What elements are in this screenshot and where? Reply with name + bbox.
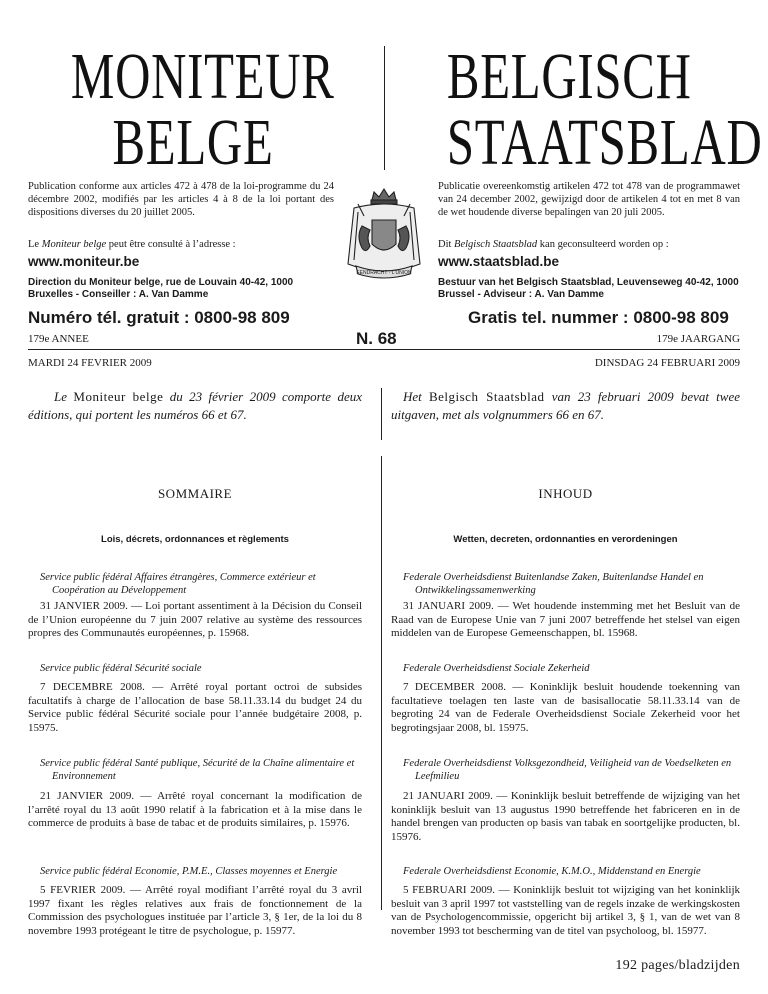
nl-entry[interactable]: 7 DECEMBER 2008. — Koninklijk besluit houdende toekenning van facultatieve toelagen ten laste van de basisallocatie 58.11.33.14 van de begroting 24 van de Federale Overheidsdienst Sociale Zekerheid voor het begrotingsjaar 2008, bl. 15975. [391,681,740,734]
nl-entry[interactable]: 5 FEBRUARI 2009. — Koninklijk besluit tot wijziging van het koninklijk besluit van 3 april 1997 tot vaststelling van de regels inzake de werkingskosten van de Psychologencommissie, opgericht bij artikel 3, § 1, van de wet van 8 november 1993 tot bescherming van de titel van psycholoog, bl. 15977. [391,884,740,937]
nl-category: Wetten, decreten, ordonnanties en verordeningen [453,534,678,545]
nl-edition-journal: Belgisch Staatsblad [428,389,545,404]
nl-service: Federale Overheidsdienst Sociale Zekerheid [403,663,590,674]
svg-text:EENDRACHT · L'UNION: EENDRACHT · L'UNION [356,270,412,276]
fr-consult-line: Le Moniteur belge peut être consulté à l’adresse : [28,239,236,250]
fr-website-link[interactable]: www.moniteur.be [28,254,140,269]
fr-address: Direction du Moniteur belge, rue de Louvain 40-42, 1000 Bruxelles - Conseiller : A. Van Damme [28,277,294,300]
masthead-nl-line1: BELGISCH [446,40,692,113]
nl-year: 179e JAARGANG [656,333,740,345]
column-divider [381,456,382,910]
page-count: 192 pages/bladzijden [615,958,740,973]
fr-consult-journal: Moniteur belge [41,239,107,250]
fr-service: Service public fédéral Affaires étrangères, Commerce extérieur et Coopération au Développement [40,572,316,596]
masthead-fr [70,40,335,179]
fr-category: Lois, décrets, ordonnances et règlements [101,534,289,545]
issue-number: N. 68 [356,329,397,348]
fr-date: MARDI 24 FEVRIER 2009 [28,357,152,369]
nl-edition-notice: Het Belgisch Staatsblad van 23 februari 2009 bevat twee uitgaven, met als volgnummers 66 en 67. [391,389,740,422]
nl-service: Federale Overheidsdienst Economie, K.M.O., Middenstand en Energie [403,866,701,877]
fr-entry[interactable]: 5 FEVRIER 2009. — Arrêté royal modifiant l’arrêté royal du 3 avril 1997 fixant les règles relatives aux frais de fonctionnement de la Commission des psychologues instituée par l’article 3, § 1er, de la loi du 8 novembre 1993 protégeant le titre de psychologue, p. 15977. [28,884,362,937]
fr-conformity-text: Publication conforme aux articles 472 à 478 de la loi-programme du 24 décembre 2002, modifiés par les articles 4 à 8 de la loi portant des dispositions diverses du 20 juillet 2005. [28,181,334,218]
fr-service: Service public fédéral Santé publique, Sécurité de la Chaîne alimentaire et Environnement [40,758,355,782]
fr-entry[interactable]: 21 JANVIER 2009. — Arrêté royal concernant la modification de l’arrêté royal du 13 août 1990 relatif à la fabrication et à la mise dans le commerce de produits à base de tabac et de produits similaires, p. 15976. [28,790,362,829]
nl-service: Federale Overheidsdienst Buitenlandse Zaken, Buitenlandse Handel en Ontwikkelingssamenwerking [403,572,704,596]
masthead-nl [446,40,763,179]
nl-address: Bestuur van het Belgisch Staatsblad, Leuvenseweg 40-42, 1000 Brussel - Adviseur : A. Van Damme [438,277,739,300]
nl-phone: Gratis tel. nummer : 0800-98 809 [468,308,729,327]
intro-divider [381,388,382,440]
nl-entry[interactable]: 21 JANUARI 2009. — Koninklijk besluit betreffende de wijziging van het koninklijk besluit van 13 augustus 1990 betreffende het fabriceren en in de handel brengen van producten op basis van tabak en soortgelijke producten, bl. 15976. [391,790,740,843]
coat-of-arms-icon [334,186,434,290]
fr-summary-title: SOMMAIRE [157,486,233,501]
fr-edition-journal: Moniteur belge [73,389,164,404]
nl-consult-journal: Belgisch Staatsblad [454,239,538,250]
masthead-divider [384,46,385,170]
fr-service: Service public fédéral Sécurité sociale [40,663,202,674]
masthead-fr-line2: BELGE [112,106,274,179]
fr-year: 179e ANNEE [28,333,89,345]
masthead-nl-line2: STAATSBLAD [446,106,763,179]
nl-website-link[interactable]: www.staatsblad.be [438,254,560,269]
fr-entry[interactable]: 31 JANVIER 2009. — Loi portant assentiment à la Décision du Conseil de l’Union européenne du 7 juin 2007 relative au système des ressources propres des Communautés européennes, p. 15968. [28,600,362,639]
nl-summary-title: INHOUD [538,486,593,501]
masthead-fr-line1: MONITEUR [70,40,335,113]
fr-entry[interactable]: 7 DECEMBRE 2008. — Arrêté royal portant octroi de subsides facultatifs à charge de l’allocation de base 58.11.33.14 du budget 24 du Service public fédéral Sécurité sociale pour l’année budgétaire 2008, p. 15975. [28,681,362,734]
nl-service: Federale Overheidsdienst Volksgezondheid, Veiligheid van de Voedselketen en Leefmilieu [403,758,732,782]
nl-consult-line: Dit Belgisch Staatsblad kan geconsulteerd worden op : [438,239,669,250]
fr-service: Service public fédéral Economie, P.M.E., Classes moyennes et Energie [40,866,338,877]
nl-date: DINSDAG 24 FEBRUARI 2009 [594,357,740,369]
fr-edition-notice: Le Moniteur belge du 23 février 2009 comporte deux éditions, qui portent les numéros 66 et 67. [28,389,363,422]
header-rule [28,349,740,350]
fr-phone: Numéro tél. gratuit : 0800-98 809 [28,308,290,327]
nl-entry[interactable]: 31 JANUARI 2009. — Wet houdende instemming met het Besluit van de Raad van de Europese Unie van 7 juni 2007 betreffende het stelsel van eigen middelen van de Europese Gemeenschappen, bl. 15968. [391,600,740,639]
nl-conformity-text: Publicatie overeenkomstig artikelen 472 tot 478 van de programmawet van 24 december 2002, gewijzigd door de artikelen 4 tot en met 8 van de wet houdende diverse bepalingen van 20 juli 2005. [438,181,740,218]
